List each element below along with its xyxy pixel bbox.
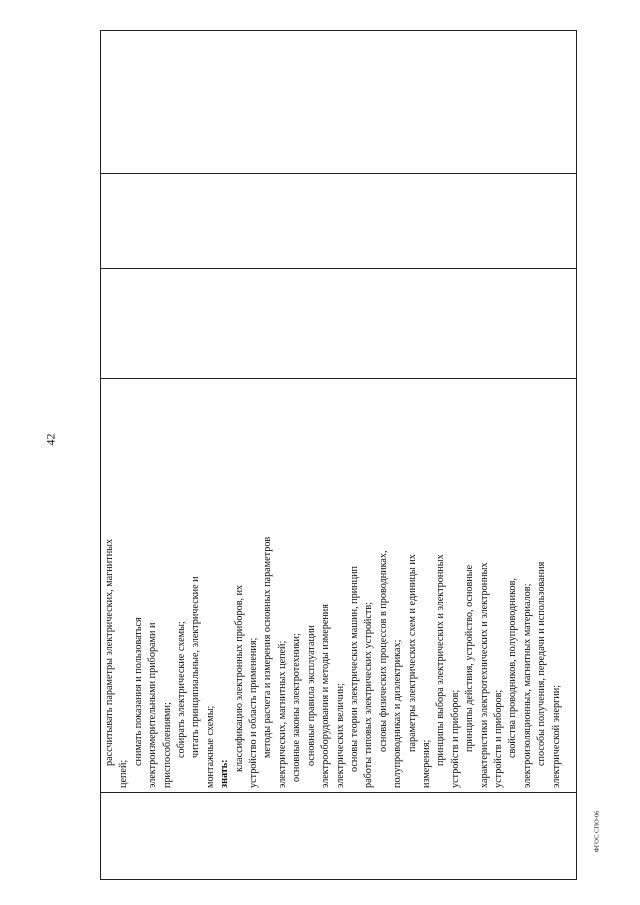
table-column-divider (101, 173, 576, 174)
text-line: принципы выбора электрических и электронных (435, 554, 447, 766)
text-line: способы получения, передачи и использования (536, 561, 548, 766)
text-line: устройство и область применения; (248, 637, 260, 788)
rotated-page-content (100, 30, 577, 880)
table-column-divider (101, 792, 576, 793)
text-line: работы типовых электрических устройств; (363, 602, 375, 788)
table-column-divider (101, 268, 576, 269)
text-line: электрических, магнитных цепей; (276, 640, 288, 788)
footer-standard-code: ФГОС СПО-06 (593, 810, 601, 853)
text-line: методы расчета и измерения основных параметров (262, 536, 274, 758)
page-number: 42 (43, 433, 58, 446)
text-line: основы теории электрических машин, принцип (348, 566, 360, 772)
text-line: электроизмерительными приборами и (147, 622, 159, 788)
text-line: электрической энергии; (550, 684, 562, 788)
text-line: снимать показания и пользоваться (132, 617, 144, 766)
text-line: монтажные схемы; (204, 705, 216, 788)
text-line: рассчитывать параметры электрических, магнитных (104, 538, 115, 766)
text-line: полупроводниках и диэлектриках; (392, 639, 404, 788)
text-line: электрических величин; (334, 683, 346, 788)
text-line: электроизоляционных, магнитных материалов; (521, 583, 533, 788)
text-line: измерения; (420, 739, 432, 788)
text-line: устройств и приборов; (492, 689, 504, 788)
text-line: основы физических процессов в проводниках, (377, 550, 389, 752)
table-column-divider (101, 378, 576, 379)
text-line: классификацию электронных приборов, их (233, 584, 245, 772)
text-line: устройств и приборов; (449, 689, 461, 788)
text-line: электрооборудования и методы измерения (320, 604, 332, 788)
text-line: характеристики электротехнических и электронных (478, 562, 490, 788)
text-line: свойства проводников, полупроводников, (507, 578, 519, 758)
text-line: знать: (219, 759, 231, 788)
text-line: приспособлениями; (161, 702, 173, 788)
competency-requirements-text (103, 384, 564, 788)
text-line: читать принципиальные, электрические и (190, 576, 202, 758)
text-line: принципы действия, устройство, основные (464, 564, 476, 752)
text-line: параметры электрических схем и единицы их (406, 554, 418, 752)
text-line: основные правила эксплуатации (305, 625, 317, 766)
text-line: основные законы электротехники; (291, 633, 303, 782)
text-line: цепей; (118, 759, 130, 788)
text-line: собирать электрические схемы; (176, 621, 188, 758)
standards-table (100, 30, 577, 880)
